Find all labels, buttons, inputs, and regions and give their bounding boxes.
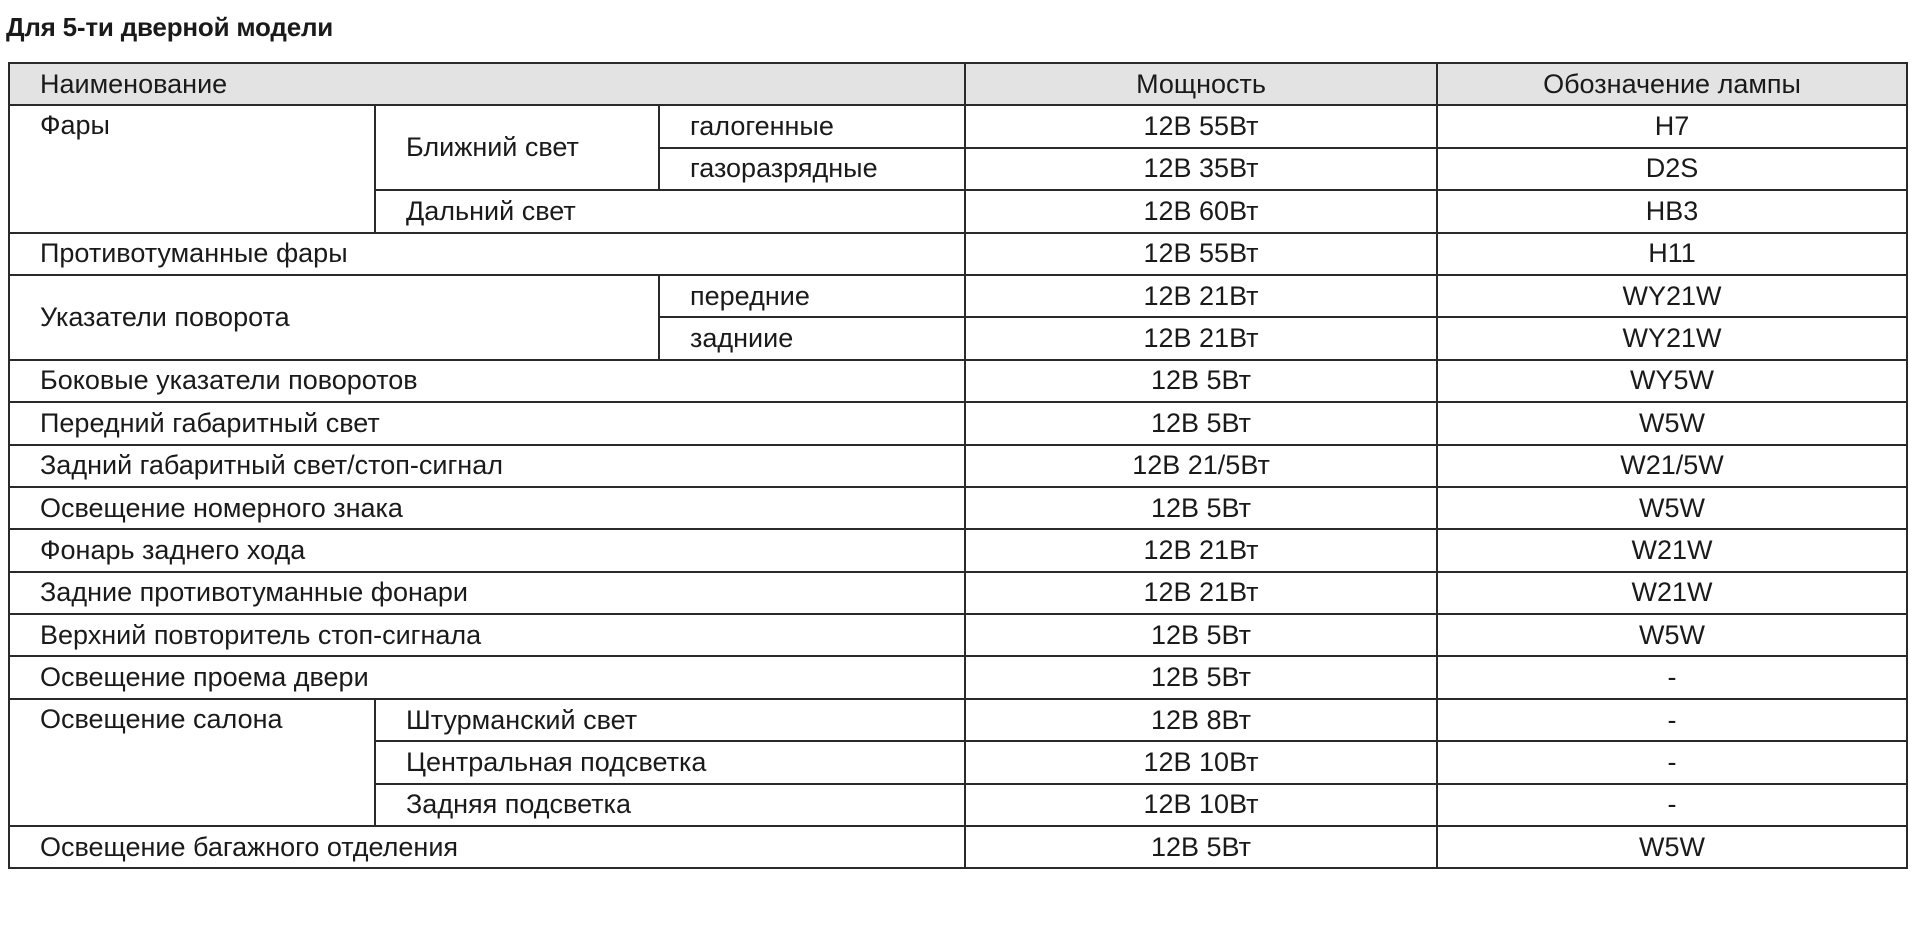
- table-row: [9, 360, 1907, 402]
- table-row: [9, 233, 1907, 275]
- power-cell: 12В 5Вт: [965, 360, 1437, 402]
- row-label-reverse-light: Фонарь заднего хода: [9, 529, 965, 571]
- power-cell: 12В 21Вт: [965, 529, 1437, 571]
- lamp-cell: W5W: [1437, 826, 1907, 868]
- row-label-headlights: Фары: [9, 105, 375, 232]
- lamp-cell: -: [1437, 784, 1907, 826]
- row-label-high-stop: Верхний повторитель стоп-сигнала: [9, 614, 965, 656]
- header-power: Мощность: [965, 63, 1437, 105]
- row-label-side-turn: Боковые указатели поворотов: [9, 360, 965, 402]
- lamp-cell: WY21W: [1437, 275, 1907, 317]
- table-row: [9, 614, 1907, 656]
- row-sublabel-map-light: Штурманский свет: [375, 699, 965, 741]
- power-cell: 12В 5Вт: [965, 487, 1437, 529]
- lamp-cell: W21/5W: [1437, 445, 1907, 487]
- row-label-door-light: Освещение проема двери: [9, 656, 965, 698]
- page-title: Для 5-ти дверной модели: [6, 12, 334, 42]
- table-row: [9, 487, 1907, 529]
- power-cell: 12В 8Вт: [965, 699, 1437, 741]
- power-cell: 12В 5Вт: [965, 402, 1437, 444]
- table-row: [9, 826, 1907, 868]
- power-cell: 12В 21/5Вт: [965, 445, 1437, 487]
- row-label-fog-lights: Противотуманные фары: [9, 233, 965, 275]
- power-cell: 12В 21Вт: [965, 317, 1437, 359]
- lamp-cell: WY21W: [1437, 317, 1907, 359]
- lamp-cell: W21W: [1437, 529, 1907, 571]
- table-row: [9, 529, 1907, 571]
- lamp-cell: H7: [1437, 105, 1907, 147]
- table-row: [9, 699, 1907, 741]
- lamp-cell: W5W: [1437, 402, 1907, 444]
- lamp-cell: W5W: [1437, 487, 1907, 529]
- row-label-rear-fog: Задние противотуманные фонари: [9, 572, 965, 614]
- lamp-cell: -: [1437, 741, 1907, 783]
- lamp-cell: -: [1437, 656, 1907, 698]
- row-label-high-beam: Дальний свет: [375, 190, 965, 232]
- lamp-cell: HB3: [1437, 190, 1907, 232]
- table-row: [9, 445, 1907, 487]
- table-row: [9, 572, 1907, 614]
- table-row: [9, 105, 1907, 147]
- lamp-cell: W5W: [1437, 614, 1907, 656]
- row-label-rear-parking-stop: Задний габаритный свет/стоп-сигнал: [9, 445, 965, 487]
- power-cell: 12В 5Вт: [965, 826, 1437, 868]
- row-sublabel-xenon: газоразрядные: [659, 148, 965, 190]
- power-cell: 12В 60Вт: [965, 190, 1437, 232]
- power-cell: 12В 21Вт: [965, 572, 1437, 614]
- power-cell: 12В 21Вт: [965, 275, 1437, 317]
- lamp-cell: W21W: [1437, 572, 1907, 614]
- table-header-row: [9, 63, 1907, 105]
- row-sublabel-rear: задниие: [659, 317, 965, 359]
- row-label-plate-light: Освещение номерного знака: [9, 487, 965, 529]
- power-cell: 12В 35Вт: [965, 148, 1437, 190]
- header-lamp: Обозначение лампы: [1437, 63, 1907, 105]
- power-cell: 12В 5Вт: [965, 614, 1437, 656]
- power-cell: 12В 55Вт: [965, 233, 1437, 275]
- lamp-cell: WY5W: [1437, 360, 1907, 402]
- row-label-cabin: Освещение салона: [9, 699, 375, 826]
- lamp-cell: H11: [1437, 233, 1907, 275]
- row-sublabel-halogen: галогенные: [659, 105, 965, 147]
- row-label-low-beam: Ближний свет: [375, 105, 659, 190]
- row-label-trunk: Освещение багажного отделения: [9, 826, 965, 868]
- row-sublabel-rear-light: Задняя подсветка: [375, 784, 965, 826]
- row-label-front-parking: Передний габаритный свет: [9, 402, 965, 444]
- table-row: [9, 656, 1907, 698]
- lamp-cell: D2S: [1437, 148, 1907, 190]
- table-row: [9, 275, 1907, 317]
- table-row: [9, 402, 1907, 444]
- lamp-table: [8, 62, 1908, 869]
- lamp-cell: -: [1437, 699, 1907, 741]
- power-cell: 12В 10Вт: [965, 741, 1437, 783]
- row-sublabel-center-light: Центральная подсветка: [375, 741, 965, 783]
- header-name: Наименование: [9, 63, 965, 105]
- power-cell: 12В 10Вт: [965, 784, 1437, 826]
- power-cell: 12В 5Вт: [965, 656, 1437, 698]
- row-label-turn-signals: Указатели поворота: [9, 275, 659, 360]
- row-sublabel-front: передние: [659, 275, 965, 317]
- power-cell: 12В 55Вт: [965, 105, 1437, 147]
